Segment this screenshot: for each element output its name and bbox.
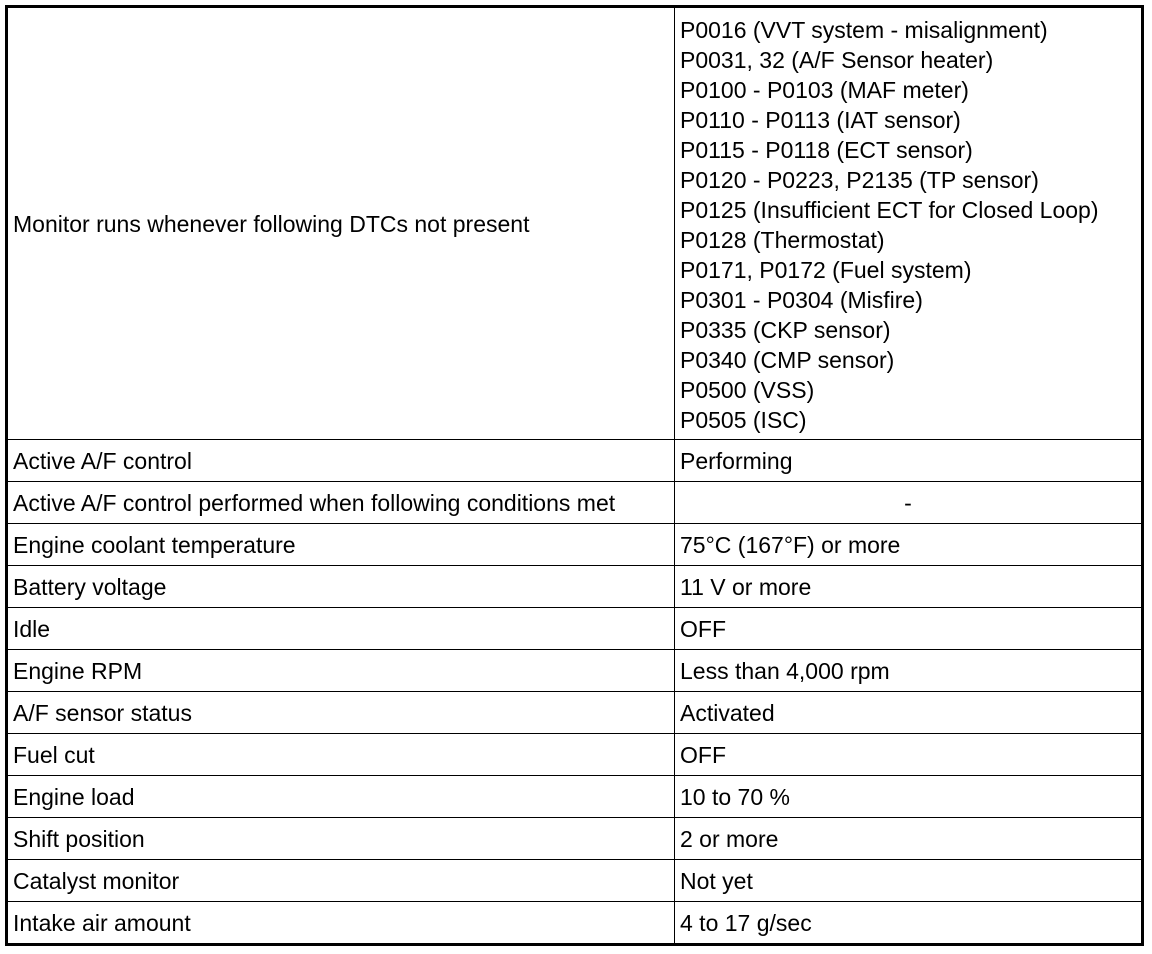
dtc-item: P0128 (Thermostat): [680, 226, 885, 253]
condition-value: -: [675, 482, 1143, 524]
condition-label: Intake air amount: [7, 902, 675, 945]
dtc-item: P0340 (CMP sensor): [680, 346, 895, 373]
condition-label: Active A/F control: [7, 440, 675, 482]
dtc-list: [680, 13, 1141, 435]
table-row: [7, 524, 1143, 566]
condition-value: 75°C (167°F) or more: [675, 524, 1143, 566]
condition-label: A/F sensor status: [7, 692, 675, 734]
table-row: [7, 902, 1143, 945]
table-row: [7, 482, 1143, 524]
condition-label: Battery voltage: [7, 566, 675, 608]
condition-label: Engine coolant temperature: [7, 524, 675, 566]
dtc-item: P0120 - P0223, P2135 (TP sensor): [680, 166, 1039, 193]
dtc-item: P0335 (CKP sensor): [680, 316, 891, 343]
table-row: [7, 440, 1143, 482]
table-row: [7, 650, 1143, 692]
condition-label: Engine load: [7, 776, 675, 818]
dtc-item: P0115 - P0118 (ECT sensor): [680, 136, 973, 163]
condition-label: Active A/F control performed when following conditions met: [7, 482, 675, 524]
conditions-table: [5, 5, 1144, 946]
table-row-dtc-conditions: [7, 7, 1143, 440]
dtc-item: P0505 (ISC): [680, 406, 807, 433]
condition-value: 2 or more: [675, 818, 1143, 860]
condition-label: Engine RPM: [7, 650, 675, 692]
condition-label: Catalyst monitor: [7, 860, 675, 902]
dtc-condition-label: Monitor runs whenever following DTCs not present: [7, 7, 675, 440]
condition-value: 10 to 70 %: [675, 776, 1143, 818]
condition-value: 11 V or more: [675, 566, 1143, 608]
dtc-item: P0171, P0172 (Fuel system): [680, 256, 972, 283]
dtc-list-cell: [675, 7, 1143, 440]
dtc-item: P0016 (VVT system - misalignment): [680, 16, 1048, 43]
dtc-item: P0500 (VSS): [680, 376, 815, 403]
table-row: [7, 608, 1143, 650]
table-row: [7, 566, 1143, 608]
table-row: [7, 734, 1143, 776]
condition-value: Not yet: [675, 860, 1143, 902]
condition-label: Idle: [7, 608, 675, 650]
condition-value: Less than 4,000 rpm: [675, 650, 1143, 692]
table-row: [7, 818, 1143, 860]
dtc-item: P0125 (Insufficient ECT for Closed Loop): [680, 196, 1099, 223]
dtc-item: P0031, 32 (A/F Sensor heater): [680, 46, 994, 73]
dtc-item: P0301 - P0304 (Misfire): [680, 286, 923, 313]
dtc-item: P0100 - P0103 (MAF meter): [680, 76, 969, 103]
table-row: [7, 776, 1143, 818]
table-row: [7, 692, 1143, 734]
condition-value: OFF: [675, 608, 1143, 650]
dtc-item: P0110 - P0113 (IAT sensor): [680, 106, 961, 133]
condition-label: Shift position: [7, 818, 675, 860]
condition-value: Performing: [675, 440, 1143, 482]
condition-label: Fuel cut: [7, 734, 675, 776]
condition-value: OFF: [675, 734, 1143, 776]
condition-value: Activated: [675, 692, 1143, 734]
condition-value: 4 to 17 g/sec: [675, 902, 1143, 945]
table-row: [7, 860, 1143, 902]
